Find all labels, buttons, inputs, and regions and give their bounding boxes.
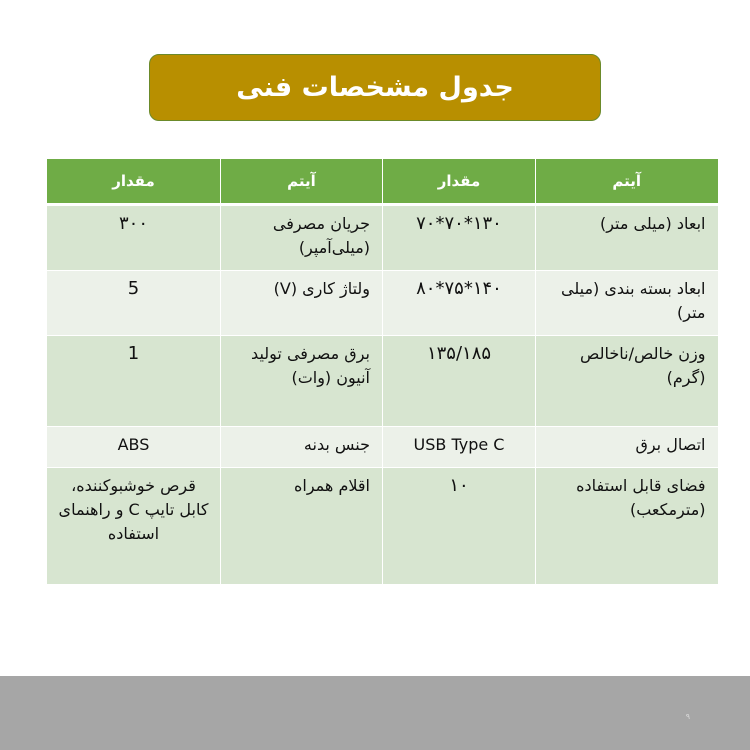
header-item-2: آیتم (221, 159, 383, 205)
header-value-2: مقدار (47, 159, 221, 205)
cell-item: جریان مصرفی (میلی‌آمپر) (221, 205, 383, 271)
cell-item: ولتاژ کاری (V) (221, 271, 383, 336)
table-row (47, 271, 718, 336)
table-header-row (47, 159, 718, 205)
cell-value: ۱۰ (383, 468, 536, 585)
table-row (47, 205, 718, 271)
table-row (47, 468, 718, 585)
cell-value: ۱۳۵/۱۸۵ (383, 336, 536, 427)
cell-value: ۱۴۰*۷۵*۸۰ (383, 271, 536, 336)
footer-band (0, 676, 750, 750)
cell-value: 5 (47, 271, 221, 336)
cell-item: ابعاد بسته بندی (میلی متر) (536, 271, 718, 336)
cell-item: اتصال برق (536, 427, 718, 468)
cell-item: برق مصرفی تولید آنیون (وات) (221, 336, 383, 427)
header-item-1: آیتم (536, 159, 718, 205)
cell-value: USB Type C (383, 427, 536, 468)
header-value-1: مقدار (383, 159, 536, 205)
cell-value: 1 (47, 336, 221, 427)
table-row (47, 427, 718, 468)
title-banner (149, 54, 601, 121)
cell-value: ۱۳۰*۷۰*۷۰ (383, 205, 536, 271)
cell-value: قرص خوشبوکننده، کابل تایپ C و راهنمای استفاده (47, 468, 221, 585)
cell-item: ابعاد (میلی متر) (536, 205, 718, 271)
cell-item: فضای قابل استفاده (مترمکعب) (536, 468, 718, 585)
cell-item: اقلام همراه (221, 468, 383, 585)
page-title: جدول مشخصات فنی (236, 72, 514, 103)
cell-item: وزن خالص/ناخالص (گرم) (536, 336, 718, 427)
spec-table (46, 159, 718, 585)
cell-item: جنس بدنه (221, 427, 383, 468)
cell-value: ABS (47, 427, 221, 468)
page-number: ۹ (685, 712, 690, 721)
table-row (47, 336, 718, 427)
cell-value: ۳۰۰ (47, 205, 221, 271)
